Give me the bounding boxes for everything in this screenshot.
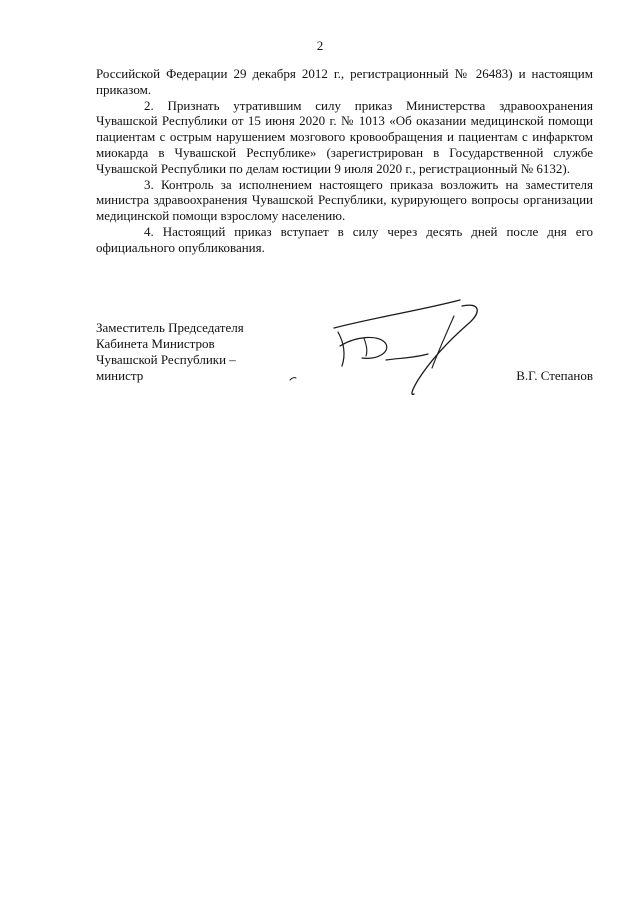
- position-line: Заместитель Председателя: [96, 320, 244, 335]
- position-line: Чувашской Республики –: [96, 352, 236, 367]
- paragraph-4: 4. Настоящий приказ вступает в силу через десять дней после дня его официального опубликования.: [96, 223, 593, 255]
- handwritten-signature: [282, 288, 482, 398]
- position-line: министр: [96, 368, 144, 383]
- paragraph-continuation: Российской Федерации 29 декабря 2012 г., регистрационный № 26483) и настоящим приказом.: [96, 66, 593, 97]
- paragraph-3: 3. Контроль за исполнением настоящего приказа возложить на заместителя министра здравоохранения Чувашской Республики, курирующего вопросы организации медицинской помощи взрослому населению.: [96, 176, 593, 224]
- signer-name: В.Г. Степанов: [516, 368, 593, 383]
- position-line: Кабинета Министров: [96, 336, 215, 351]
- page-number: 2: [316, 38, 324, 53]
- paragraph-2: 2. Признать утратившим силу приказ Министерства здравоохранения Чувашской Республики от 15 июня 2020 г. № 1013 «Об оказании медицинской помощи пациентам с острым нарушением мозгового кровообращения и пациентам с инфарктом миокарда в Чувашской Республике» (зарегистрирован в Государственной службе Чувашской Республики по делам юстиции 9 июля 2020 г., регистрационный № 6132).: [96, 97, 593, 176]
- document-body: [96, 66, 593, 256]
